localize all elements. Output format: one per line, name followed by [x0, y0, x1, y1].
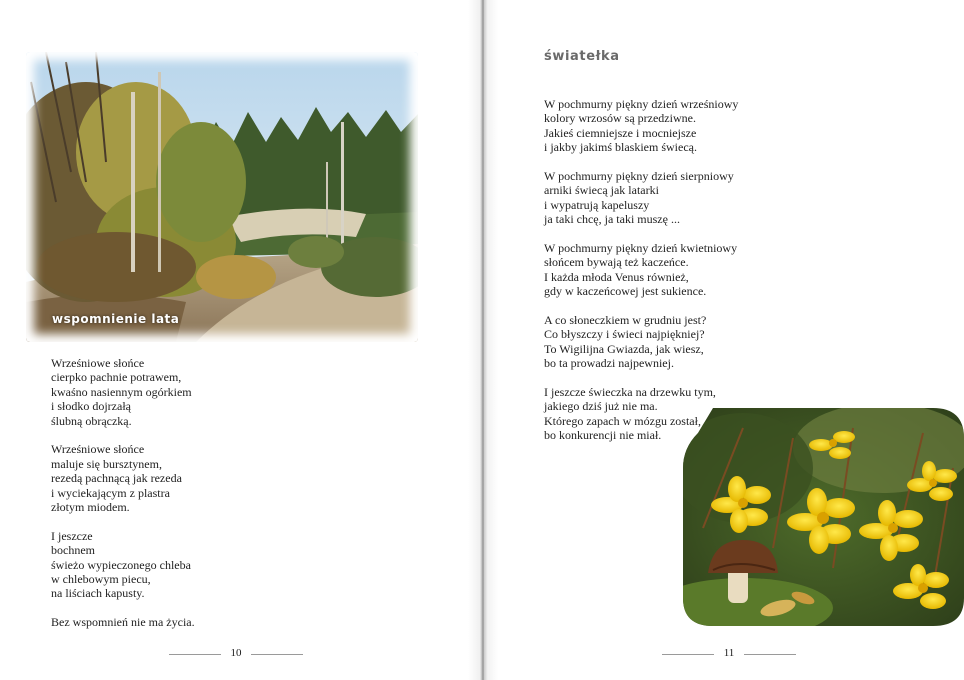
poem-line: gdy w kaczeńcowej jest sukience.: [544, 284, 707, 299]
poem-line: bo konkurencji nie miał.: [544, 428, 662, 443]
poem-line: Którego zapach w mózgu został,: [544, 413, 701, 428]
poem-line: świeżo wypieczonego chleba: [51, 557, 191, 572]
poem-line: W pochmurny piękny dzień wrześniowy: [544, 97, 739, 111]
left-page: [0, 0, 481, 680]
poem-line: bochnem: [51, 543, 95, 558]
poem-line: arniki świecą jak latarki: [544, 183, 659, 198]
poem-line: ja taki chcę, ja taki muszę ...: [544, 212, 680, 227]
poem-line: maluje się bursztynem,: [51, 456, 162, 471]
stanza: [544, 169, 924, 227]
poem-line: jakiego dziś już nie ma.: [544, 399, 658, 414]
stanza: [544, 241, 924, 299]
poem-line: Bez wspomnień nie ma życia.: [51, 615, 195, 630]
poem-line: W pochmurny piękny dzień sierpniowy: [544, 169, 734, 184]
poem-line: I jeszcze: [51, 528, 93, 543]
book-gutter-shadow: [468, 0, 498, 680]
poem-line: I jeszcze świeczka na drzewku tym,: [544, 385, 716, 400]
poem-line: słońcem bywają też kaczeńce.: [544, 255, 689, 270]
photo-caption: wspomnienie lata: [52, 312, 180, 326]
stanza: [544, 313, 924, 371]
page-number: 10: [230, 647, 242, 659]
poem-line: i wyciekającym z plastra: [51, 485, 170, 500]
poem-line: To Wigilijna Gwiazda, jak wiesz,: [544, 341, 704, 356]
folio-rule: [662, 654, 714, 655]
poem-line: kolory wrzosów są przedziwne.: [544, 111, 696, 126]
poem-line: złotym miodem.: [51, 500, 130, 515]
folio-rule: [251, 654, 303, 655]
poem-line: w chlebowym piecu,: [51, 572, 151, 587]
stanza: [51, 356, 431, 428]
folio-rule: [169, 654, 221, 655]
page-number: 11: [723, 647, 735, 659]
page-number-footer: [629, 646, 829, 662]
poem-line: cierpko pachnie potrawem,: [51, 370, 182, 385]
right-page: [483, 0, 964, 680]
poem-line: bo ta prowadzi najpewniej.: [544, 356, 674, 371]
poem-line: ślubną obrączką.: [51, 413, 132, 428]
poem-line: A co słoneczkiem w grudniu jest?: [544, 313, 707, 328]
poem-title: światełka: [544, 49, 620, 64]
poem-line: Wrześniowe słońce: [51, 356, 145, 370]
stanza: [544, 97, 924, 155]
poem-line: Co błyszczy i świeci najpiękniej?: [544, 327, 705, 342]
page-number-footer: [136, 646, 336, 662]
stanza: [51, 529, 431, 601]
poem-line: i słodko dojrzałą: [51, 399, 131, 414]
poem-line: W pochmurny piękny dzień kwietniowy: [544, 241, 738, 256]
autumn-landscape-photo: [26, 52, 418, 342]
stanza: [51, 442, 431, 514]
poem-line: i wypatrują kapeluszy: [544, 197, 650, 212]
poem-line: I każda młoda Venus również,: [544, 269, 689, 284]
poem-line: na liściach kapusty.: [51, 586, 145, 601]
right-poem: [544, 97, 924, 457]
poem-line: Wrześniowe słońce: [51, 442, 145, 457]
folio-rule: [744, 654, 796, 655]
left-poem: [51, 356, 431, 644]
poem-line: Jakieś ciemniejsze i mocniejsze: [544, 125, 697, 140]
poem-line: rezedą pachnącą jak rezeda: [51, 471, 182, 486]
flowers-mushroom-photo: [683, 408, 964, 626]
stanza: [51, 615, 431, 629]
poem-line: i jakby jakimś blaskiem świecą.: [544, 140, 697, 155]
poem-line: kwaśno nasiennym ogórkiem: [51, 384, 192, 399]
